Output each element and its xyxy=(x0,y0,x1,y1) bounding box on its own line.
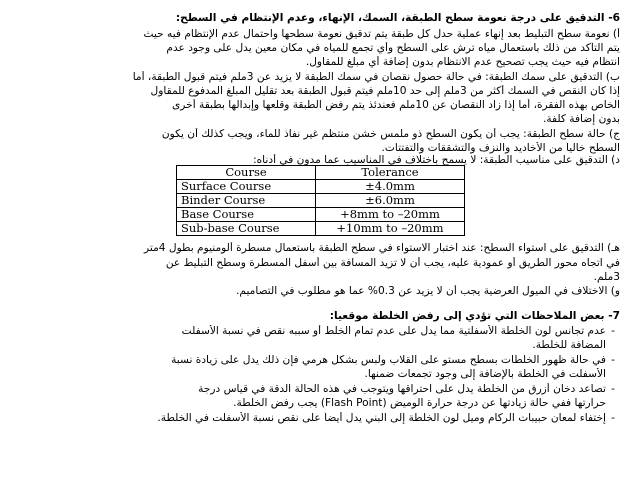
table-cell-course: Binder Course xyxy=(177,194,316,208)
list-item-text: إختفاء لمعان حبيبات الركام وميل لون الخلطة إلى البني يدل أيضاً على نقص نسبة الأسفلت في الخلطة. xyxy=(157,412,606,424)
section-6-heading: 6- التدقيق على درجة نعومة سطح الطبقة، السمك، الإنهاء، وعدم الإنتظام في السطح: xyxy=(175,12,620,24)
table-cell-course: Surface Course xyxy=(177,180,316,194)
table-header-row xyxy=(177,166,465,180)
table-row xyxy=(177,222,465,236)
list-item xyxy=(18,383,620,396)
list-item-continuation: المضافة للخلطة. xyxy=(532,339,606,351)
table-cell-course: Base Course xyxy=(177,208,316,222)
para-b-line-4: بدون إضافة كلفة. xyxy=(542,113,620,125)
para-a-line-3: انتظام فيه حيث يجب تصحيح عدم الانتظام بدون إضافة أي مبلغ للمقاول. xyxy=(305,56,620,68)
para-e-line-3: 3ملم. xyxy=(593,271,620,283)
para-b-line-2: إذا كان النقص في السمك أكثر من 3ملم إلى حد 10ملم فيتم قبول الطبقة بعد تقليل المبلغ المدفوع للمقاول xyxy=(150,85,620,97)
table-row xyxy=(177,180,465,194)
table-cell-course: Sub-base Course xyxy=(177,222,316,236)
para-b-line-1: ب) التدقيق على سمك الطبقة: في حالة حصول نقصان في سمك الطبقة لا يزيد عن 3ملم فيتم قبول الطبقة، أما xyxy=(132,71,620,83)
section-7-heading: 7- بعض الملاحظات التي تؤدي إلى رفض الخلطة موقعياً: xyxy=(329,310,620,322)
para-e-line-2: في اتجاه محور الطريق أو عمودية عليه، يجب أن لا تزيد المسافة بين أسفل المسطرة وسطح التبليط عن xyxy=(165,257,620,269)
table-header-tolerance: Tolerance xyxy=(316,166,465,180)
bullet-marker: - xyxy=(611,354,615,366)
list-item xyxy=(18,354,620,367)
bullet-marker: - xyxy=(611,412,615,424)
table-cell-tolerance: +8mm to –20mm xyxy=(316,208,465,222)
tolerance-table xyxy=(176,165,465,236)
para-e-line-1: هـ) التدقيق على استواء السطح: عند اختبار الاستواء في سطح الطبقة باستعمال مسطرة ألومنيوم بطول 4متر xyxy=(144,242,620,254)
list-item xyxy=(18,412,620,425)
para-f: و) الاختلاف في الميول العرضية يجب أن لا يزيد عن 0.3% عما هو مطلوب في التصاميم. xyxy=(236,285,620,297)
para-a-line-1: أ) نعومة سطح التبليط بعد إنهاء عملية حدل كل طبقة يتم تدقيق نعومة سطحها واحتمال عدم الإنتظام فيه حيث xyxy=(143,28,620,40)
table-header-course: Course xyxy=(177,166,316,180)
table-cell-tolerance: ±6.0mm xyxy=(316,194,465,208)
table-row xyxy=(177,194,465,208)
bullet-marker: - xyxy=(611,325,615,337)
para-b-line-3: الخاص بهذه الفقرة، أما إذا زاد النقصان عن 10ملم فعندئذ يتم رفض الطبقة وقلعها وإبدالها بطبقة أخرى xyxy=(172,99,620,111)
bullet-marker: - xyxy=(611,383,615,395)
table-cell-tolerance: ±4.0mm xyxy=(316,180,465,194)
list-item-text: تصاعد دخان أزرق من الخلطة يدل على احتراقها ويتوجب في هذه الحالة الدقة في قياس درجة xyxy=(198,383,606,395)
table-row xyxy=(177,208,465,222)
list-item-continuation: حرارتها ففي حالة زيادتها عن درجة حرارة الوميض (Flash Point) يجب رفض الخلطة. xyxy=(233,397,606,409)
para-c-line-2: السطح خالياً من الأخاديد والنزف والتشققات والتفتتات. xyxy=(381,142,620,154)
list-item-text: عدم تجانس لون الخلطة الأسفلتية مما يدل على عدم تمام الخلط أو سببه نقص في نسبة الأسفلت xyxy=(181,325,606,337)
table-cell-tolerance: +10mm to –20mm xyxy=(316,222,465,236)
para-a-line-2: يتم التأكد من ذلك باستعمال مياه ترش على السطح وأي تجمع للمياه في مكان معين يدل على وجود عدم xyxy=(166,42,620,54)
list-item-continuation: الأسفلت في الخلطة بالإضافة إلى وجود تجمعات ضمنها. xyxy=(364,368,606,380)
para-d: د) التدقيق على مناسيب الطبقة: لا يسمح باختلاف في المناسيب عما مدون في أدناه: xyxy=(253,154,620,166)
para-c-line-1: ج) حالة سطح الطبقة: يجب أن يكون السطح ذو ملمس خشن منتظم غير نفاذ للماء، ويجب كذلك أن يكون xyxy=(161,128,620,140)
list-item-text: في حالة ظهور الخلطات بسطح مستو على القلاب ولبس بشكل هرمي فإن ذلك يدل على زيادة نسبة xyxy=(171,354,606,366)
list-item xyxy=(18,325,620,338)
